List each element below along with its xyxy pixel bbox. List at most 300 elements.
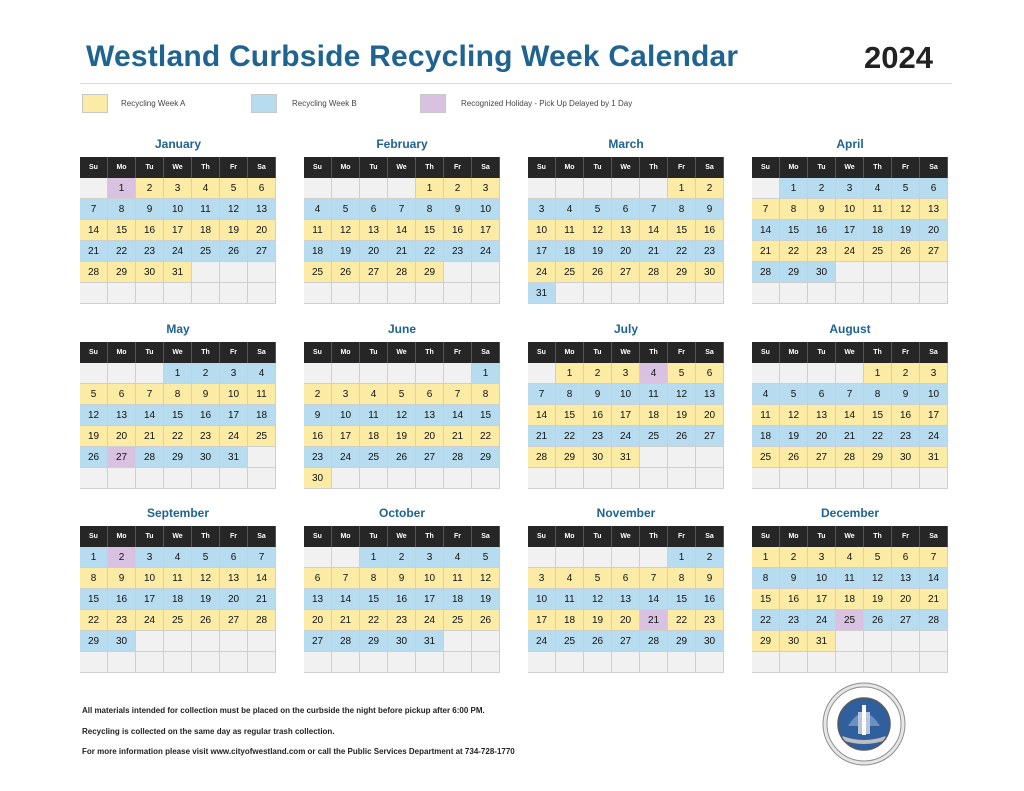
- day-cell: 16: [696, 589, 724, 610]
- month-name: September: [146, 506, 210, 520]
- day-cell: 6: [892, 547, 920, 568]
- day-cell: 18: [556, 610, 584, 631]
- day-cell: 18: [164, 589, 192, 610]
- empty-day-cell: [752, 363, 780, 384]
- empty-day-cell: [360, 363, 388, 384]
- day-header: Tu: [136, 342, 164, 363]
- empty-day-cell: [332, 547, 360, 568]
- empty-day-cell: [556, 652, 584, 673]
- day-cell: 6: [808, 384, 836, 405]
- empty-day-cell: [444, 262, 472, 283]
- day-header: We: [612, 157, 640, 178]
- day-cell: 20: [612, 241, 640, 262]
- day-cell: 2: [444, 178, 472, 199]
- footer-note-contact: For more information please visit www.cityofwestland.com or call the Public Services Department at 734-728-1770: [82, 747, 515, 756]
- day-cell: 7: [444, 384, 472, 405]
- empty-day-cell: [248, 447, 276, 468]
- day-cell: 11: [444, 568, 472, 589]
- day-cell: 12: [332, 220, 360, 241]
- day-header: Th: [416, 342, 444, 363]
- day-header: Mo: [108, 342, 136, 363]
- day-cell: 29: [416, 262, 444, 283]
- empty-day-cell: [640, 468, 668, 489]
- day-header: Th: [864, 526, 892, 547]
- day-cell: 7: [752, 199, 780, 220]
- day-cell: 26: [780, 447, 808, 468]
- day-cell: 4: [192, 178, 220, 199]
- month-may: [80, 319, 276, 489]
- day-cell: 30: [892, 447, 920, 468]
- month-name: April: [836, 137, 864, 151]
- empty-day-cell: [640, 652, 668, 673]
- empty-day-cell: [136, 363, 164, 384]
- empty-day-cell: [640, 283, 668, 304]
- day-header: Tu: [808, 342, 836, 363]
- day-cell: 31: [220, 447, 248, 468]
- day-cell: 14: [528, 405, 556, 426]
- day-header: Th: [864, 157, 892, 178]
- month-december: [752, 503, 948, 673]
- day-header: Mo: [780, 342, 808, 363]
- empty-day-cell: [920, 283, 948, 304]
- day-cell: 30: [136, 262, 164, 283]
- empty-day-cell: [808, 652, 836, 673]
- empty-day-cell: [416, 363, 444, 384]
- day-cell: 26: [892, 241, 920, 262]
- day-cell: 17: [136, 589, 164, 610]
- day-cell: 14: [80, 220, 108, 241]
- day-cell: 19: [80, 426, 108, 447]
- empty-day-cell: [584, 283, 612, 304]
- day-cell: 24: [472, 241, 500, 262]
- day-cell: 8: [416, 199, 444, 220]
- day-cell: 28: [444, 447, 472, 468]
- empty-day-cell: [892, 468, 920, 489]
- day-header: Th: [192, 526, 220, 547]
- day-cell: 24: [136, 610, 164, 631]
- day-cell: 17: [808, 589, 836, 610]
- day-header: Tu: [360, 526, 388, 547]
- day-header: Sa: [696, 526, 724, 547]
- empty-day-cell: [388, 283, 416, 304]
- day-cell: 9: [304, 405, 332, 426]
- day-cell: 15: [416, 220, 444, 241]
- empty-day-cell: [472, 652, 500, 673]
- day-header: Sa: [696, 342, 724, 363]
- day-cell: 5: [220, 178, 248, 199]
- empty-day-cell: [80, 283, 108, 304]
- day-header: We: [164, 157, 192, 178]
- month-name: July: [613, 322, 638, 336]
- day-cell: 3: [836, 178, 864, 199]
- empty-day-cell: [584, 178, 612, 199]
- empty-day-cell: [892, 631, 920, 652]
- day-cell: 19: [584, 610, 612, 631]
- legend-label-holiday: Recognized Holiday - Pick Up Delayed by 1 Day: [461, 99, 633, 108]
- day-cell: 15: [556, 405, 584, 426]
- day-cell: 1: [164, 363, 192, 384]
- day-cell: 13: [416, 405, 444, 426]
- day-cell: 9: [808, 199, 836, 220]
- empty-day-cell: [80, 652, 108, 673]
- empty-day-cell: [836, 468, 864, 489]
- day-cell: 20: [248, 220, 276, 241]
- day-cell: 5: [388, 384, 416, 405]
- day-cell: 9: [192, 384, 220, 405]
- day-cell: 25: [556, 262, 584, 283]
- day-header: Fr: [444, 526, 472, 547]
- empty-day-cell: [836, 631, 864, 652]
- month-grid: [80, 342, 276, 489]
- day-cell: 10: [332, 405, 360, 426]
- day-cell: 31: [808, 631, 836, 652]
- day-header: Sa: [248, 526, 276, 547]
- empty-day-cell: [472, 283, 500, 304]
- day-cell: 19: [780, 426, 808, 447]
- day-cell: 21: [920, 589, 948, 610]
- day-cell: 21: [388, 241, 416, 262]
- empty-day-cell: [332, 178, 360, 199]
- day-cell: 20: [360, 241, 388, 262]
- day-cell: 21: [640, 241, 668, 262]
- empty-day-cell: [808, 363, 836, 384]
- day-header: We: [836, 157, 864, 178]
- day-cell: 5: [332, 199, 360, 220]
- day-cell: 19: [864, 589, 892, 610]
- empty-day-cell: [472, 631, 500, 652]
- empty-day-cell: [444, 652, 472, 673]
- day-cell: 20: [220, 589, 248, 610]
- day-cell: 14: [136, 405, 164, 426]
- day-cell: 27: [416, 447, 444, 468]
- day-cell: 22: [164, 426, 192, 447]
- day-cell: 14: [444, 405, 472, 426]
- month-grid: [528, 342, 724, 489]
- day-cell: 24: [920, 426, 948, 447]
- day-cell: 5: [472, 547, 500, 568]
- day-cell: 30: [388, 631, 416, 652]
- day-cell: 29: [164, 447, 192, 468]
- legend-label-week-a: Recycling Week A: [121, 99, 186, 108]
- day-cell: 3: [136, 547, 164, 568]
- day-cell: 25: [556, 631, 584, 652]
- day-cell: 4: [360, 384, 388, 405]
- day-cell: 28: [528, 447, 556, 468]
- month-grid: [304, 526, 500, 673]
- empty-day-cell: [612, 652, 640, 673]
- day-cell: 12: [388, 405, 416, 426]
- day-cell: 15: [472, 405, 500, 426]
- day-cell: 1: [80, 547, 108, 568]
- day-cell: 22: [556, 426, 584, 447]
- day-cell: 18: [444, 589, 472, 610]
- empty-day-cell: [780, 283, 808, 304]
- day-cell: 21: [332, 610, 360, 631]
- day-cell: 18: [556, 241, 584, 262]
- day-cell: 4: [836, 547, 864, 568]
- empty-day-cell: [164, 652, 192, 673]
- day-cell: 11: [248, 384, 276, 405]
- day-header: Sa: [248, 342, 276, 363]
- day-cell: 26: [864, 610, 892, 631]
- day-cell: 17: [416, 589, 444, 610]
- day-cell: 23: [192, 426, 220, 447]
- day-cell: 19: [332, 241, 360, 262]
- empty-day-cell: [612, 468, 640, 489]
- day-cell: 23: [696, 241, 724, 262]
- month-july: [528, 319, 724, 489]
- empty-day-cell: [332, 652, 360, 673]
- day-header: Mo: [332, 526, 360, 547]
- day-cell: 15: [164, 405, 192, 426]
- empty-day-cell: [304, 547, 332, 568]
- empty-day-cell: [836, 652, 864, 673]
- day-cell: 13: [612, 589, 640, 610]
- month-grid: [304, 157, 500, 304]
- day-cell: 29: [556, 447, 584, 468]
- day-cell: 31: [920, 447, 948, 468]
- day-header: Su: [304, 526, 332, 547]
- empty-day-cell: [304, 652, 332, 673]
- day-cell: 6: [304, 568, 332, 589]
- month-grid: [752, 526, 948, 673]
- month-september: [80, 503, 276, 673]
- day-cell: 26: [332, 262, 360, 283]
- empty-day-cell: [612, 547, 640, 568]
- empty-day-cell: [892, 652, 920, 673]
- day-cell: 27: [304, 631, 332, 652]
- day-cell: 1: [556, 363, 584, 384]
- day-cell: 24: [220, 426, 248, 447]
- empty-day-cell: [220, 631, 248, 652]
- day-header: Tu: [584, 342, 612, 363]
- day-cell: 10: [808, 568, 836, 589]
- day-cell: 15: [360, 589, 388, 610]
- day-header: Fr: [668, 342, 696, 363]
- day-cell: 16: [584, 405, 612, 426]
- day-cell: 12: [668, 384, 696, 405]
- day-header: Th: [640, 157, 668, 178]
- day-cell: 22: [472, 426, 500, 447]
- day-cell: 15: [80, 589, 108, 610]
- empty-day-cell: [920, 652, 948, 673]
- day-cell: 18: [752, 426, 780, 447]
- day-cell: 7: [528, 384, 556, 405]
- day-cell: 16: [808, 220, 836, 241]
- empty-day-cell: [220, 468, 248, 489]
- day-cell: 16: [444, 220, 472, 241]
- day-cell: 31: [528, 283, 556, 304]
- day-cell: 4: [556, 568, 584, 589]
- month-name: December: [820, 506, 880, 520]
- empty-day-cell: [332, 468, 360, 489]
- day-cell: 20: [304, 610, 332, 631]
- day-cell: 29: [752, 631, 780, 652]
- day-cell: 15: [780, 220, 808, 241]
- day-cell: 1: [864, 363, 892, 384]
- day-cell: 9: [444, 199, 472, 220]
- day-cell: 3: [920, 363, 948, 384]
- empty-day-cell: [556, 178, 584, 199]
- day-cell: 18: [864, 220, 892, 241]
- day-cell: 27: [220, 610, 248, 631]
- day-cell: 30: [192, 447, 220, 468]
- empty-day-cell: [388, 652, 416, 673]
- day-cell: 8: [780, 199, 808, 220]
- empty-day-cell: [108, 468, 136, 489]
- day-cell: 28: [388, 262, 416, 283]
- day-cell: 6: [108, 384, 136, 405]
- day-cell: 7: [332, 568, 360, 589]
- day-cell: 24: [612, 426, 640, 447]
- day-cell: 4: [864, 178, 892, 199]
- day-cell: 30: [696, 631, 724, 652]
- day-cell: 24: [836, 241, 864, 262]
- empty-day-cell: [668, 468, 696, 489]
- day-cell: 23: [108, 610, 136, 631]
- empty-day-cell: [780, 468, 808, 489]
- day-cell: 7: [640, 199, 668, 220]
- month-name: November: [596, 506, 656, 520]
- day-cell: 11: [360, 405, 388, 426]
- day-cell: 24: [528, 631, 556, 652]
- empty-day-cell: [416, 283, 444, 304]
- day-cell: 9: [696, 199, 724, 220]
- empty-day-cell: [864, 468, 892, 489]
- empty-day-cell: [556, 283, 584, 304]
- holiday-day-cell: 27: [108, 447, 136, 468]
- day-cell: 10: [136, 568, 164, 589]
- day-header: Tu: [808, 157, 836, 178]
- day-cell: 30: [584, 447, 612, 468]
- day-cell: 10: [920, 384, 948, 405]
- day-cell: 13: [892, 568, 920, 589]
- empty-day-cell: [668, 283, 696, 304]
- empty-day-cell: [864, 631, 892, 652]
- day-header: Th: [864, 342, 892, 363]
- day-header: Mo: [556, 157, 584, 178]
- day-cell: 13: [808, 405, 836, 426]
- empty-day-cell: [444, 631, 472, 652]
- day-cell: 2: [192, 363, 220, 384]
- page-title: Westland Curbside Recycling Week Calendar: [86, 40, 739, 73]
- day-cell: 19: [192, 589, 220, 610]
- month-grid: [80, 157, 276, 304]
- empty-day-cell: [472, 468, 500, 489]
- day-header: Sa: [696, 157, 724, 178]
- day-cell: 31: [612, 447, 640, 468]
- day-cell: 30: [780, 631, 808, 652]
- day-cell: 28: [640, 631, 668, 652]
- day-cell: 16: [136, 220, 164, 241]
- day-cell: 3: [164, 178, 192, 199]
- day-cell: 11: [752, 405, 780, 426]
- day-header: Sa: [248, 157, 276, 178]
- empty-day-cell: [248, 468, 276, 489]
- day-header: Tu: [360, 157, 388, 178]
- day-header: Mo: [780, 157, 808, 178]
- empty-day-cell: [584, 468, 612, 489]
- day-cell: 15: [864, 405, 892, 426]
- day-cell: 30: [108, 631, 136, 652]
- day-cell: 22: [80, 610, 108, 631]
- day-cell: 26: [472, 610, 500, 631]
- day-cell: 17: [920, 405, 948, 426]
- day-cell: 25: [360, 447, 388, 468]
- day-cell: 8: [556, 384, 584, 405]
- empty-day-cell: [780, 363, 808, 384]
- day-header: We: [388, 526, 416, 547]
- day-cell: 24: [332, 447, 360, 468]
- day-cell: 13: [360, 220, 388, 241]
- empty-day-cell: [584, 547, 612, 568]
- day-cell: 28: [332, 631, 360, 652]
- day-cell: 27: [248, 241, 276, 262]
- day-cell: 30: [696, 262, 724, 283]
- empty-day-cell: [416, 468, 444, 489]
- empty-day-cell: [836, 283, 864, 304]
- day-header: Tu: [808, 526, 836, 547]
- day-cell: 12: [780, 405, 808, 426]
- month-february: [304, 134, 500, 304]
- empty-day-cell: [80, 468, 108, 489]
- day-cell: 6: [248, 178, 276, 199]
- day-cell: 28: [640, 262, 668, 283]
- empty-day-cell: [528, 652, 556, 673]
- day-cell: 5: [780, 384, 808, 405]
- empty-day-cell: [808, 468, 836, 489]
- month-grid: [752, 157, 948, 304]
- month-name: January: [154, 137, 202, 151]
- day-cell: 7: [136, 384, 164, 405]
- day-cell: 4: [304, 199, 332, 220]
- day-cell: 7: [640, 568, 668, 589]
- day-header: Sa: [920, 526, 948, 547]
- empty-day-cell: [360, 178, 388, 199]
- day-cell: 2: [304, 384, 332, 405]
- day-cell: 11: [556, 589, 584, 610]
- day-cell: 25: [248, 426, 276, 447]
- day-cell: 20: [696, 405, 724, 426]
- month-october: [304, 503, 500, 673]
- day-cell: 10: [528, 220, 556, 241]
- day-cell: 5: [668, 363, 696, 384]
- day-cell: 4: [556, 199, 584, 220]
- day-header: Mo: [108, 157, 136, 178]
- month-grid: [528, 157, 724, 304]
- holiday-day-cell: 21: [640, 610, 668, 631]
- empty-day-cell: [220, 283, 248, 304]
- day-cell: 28: [752, 262, 780, 283]
- day-cell: 5: [584, 568, 612, 589]
- day-cell: 20: [416, 426, 444, 447]
- day-cell: 10: [528, 589, 556, 610]
- empty-day-cell: [80, 363, 108, 384]
- day-cell: 13: [108, 405, 136, 426]
- day-cell: 27: [360, 262, 388, 283]
- day-cell: 25: [192, 241, 220, 262]
- day-cell: 11: [304, 220, 332, 241]
- empty-day-cell: [248, 652, 276, 673]
- day-header: Fr: [668, 157, 696, 178]
- day-cell: 17: [332, 426, 360, 447]
- day-cell: 6: [612, 568, 640, 589]
- day-header: We: [836, 342, 864, 363]
- day-cell: 5: [892, 178, 920, 199]
- month-january: [80, 134, 276, 304]
- day-cell: 22: [752, 610, 780, 631]
- day-cell: 1: [416, 178, 444, 199]
